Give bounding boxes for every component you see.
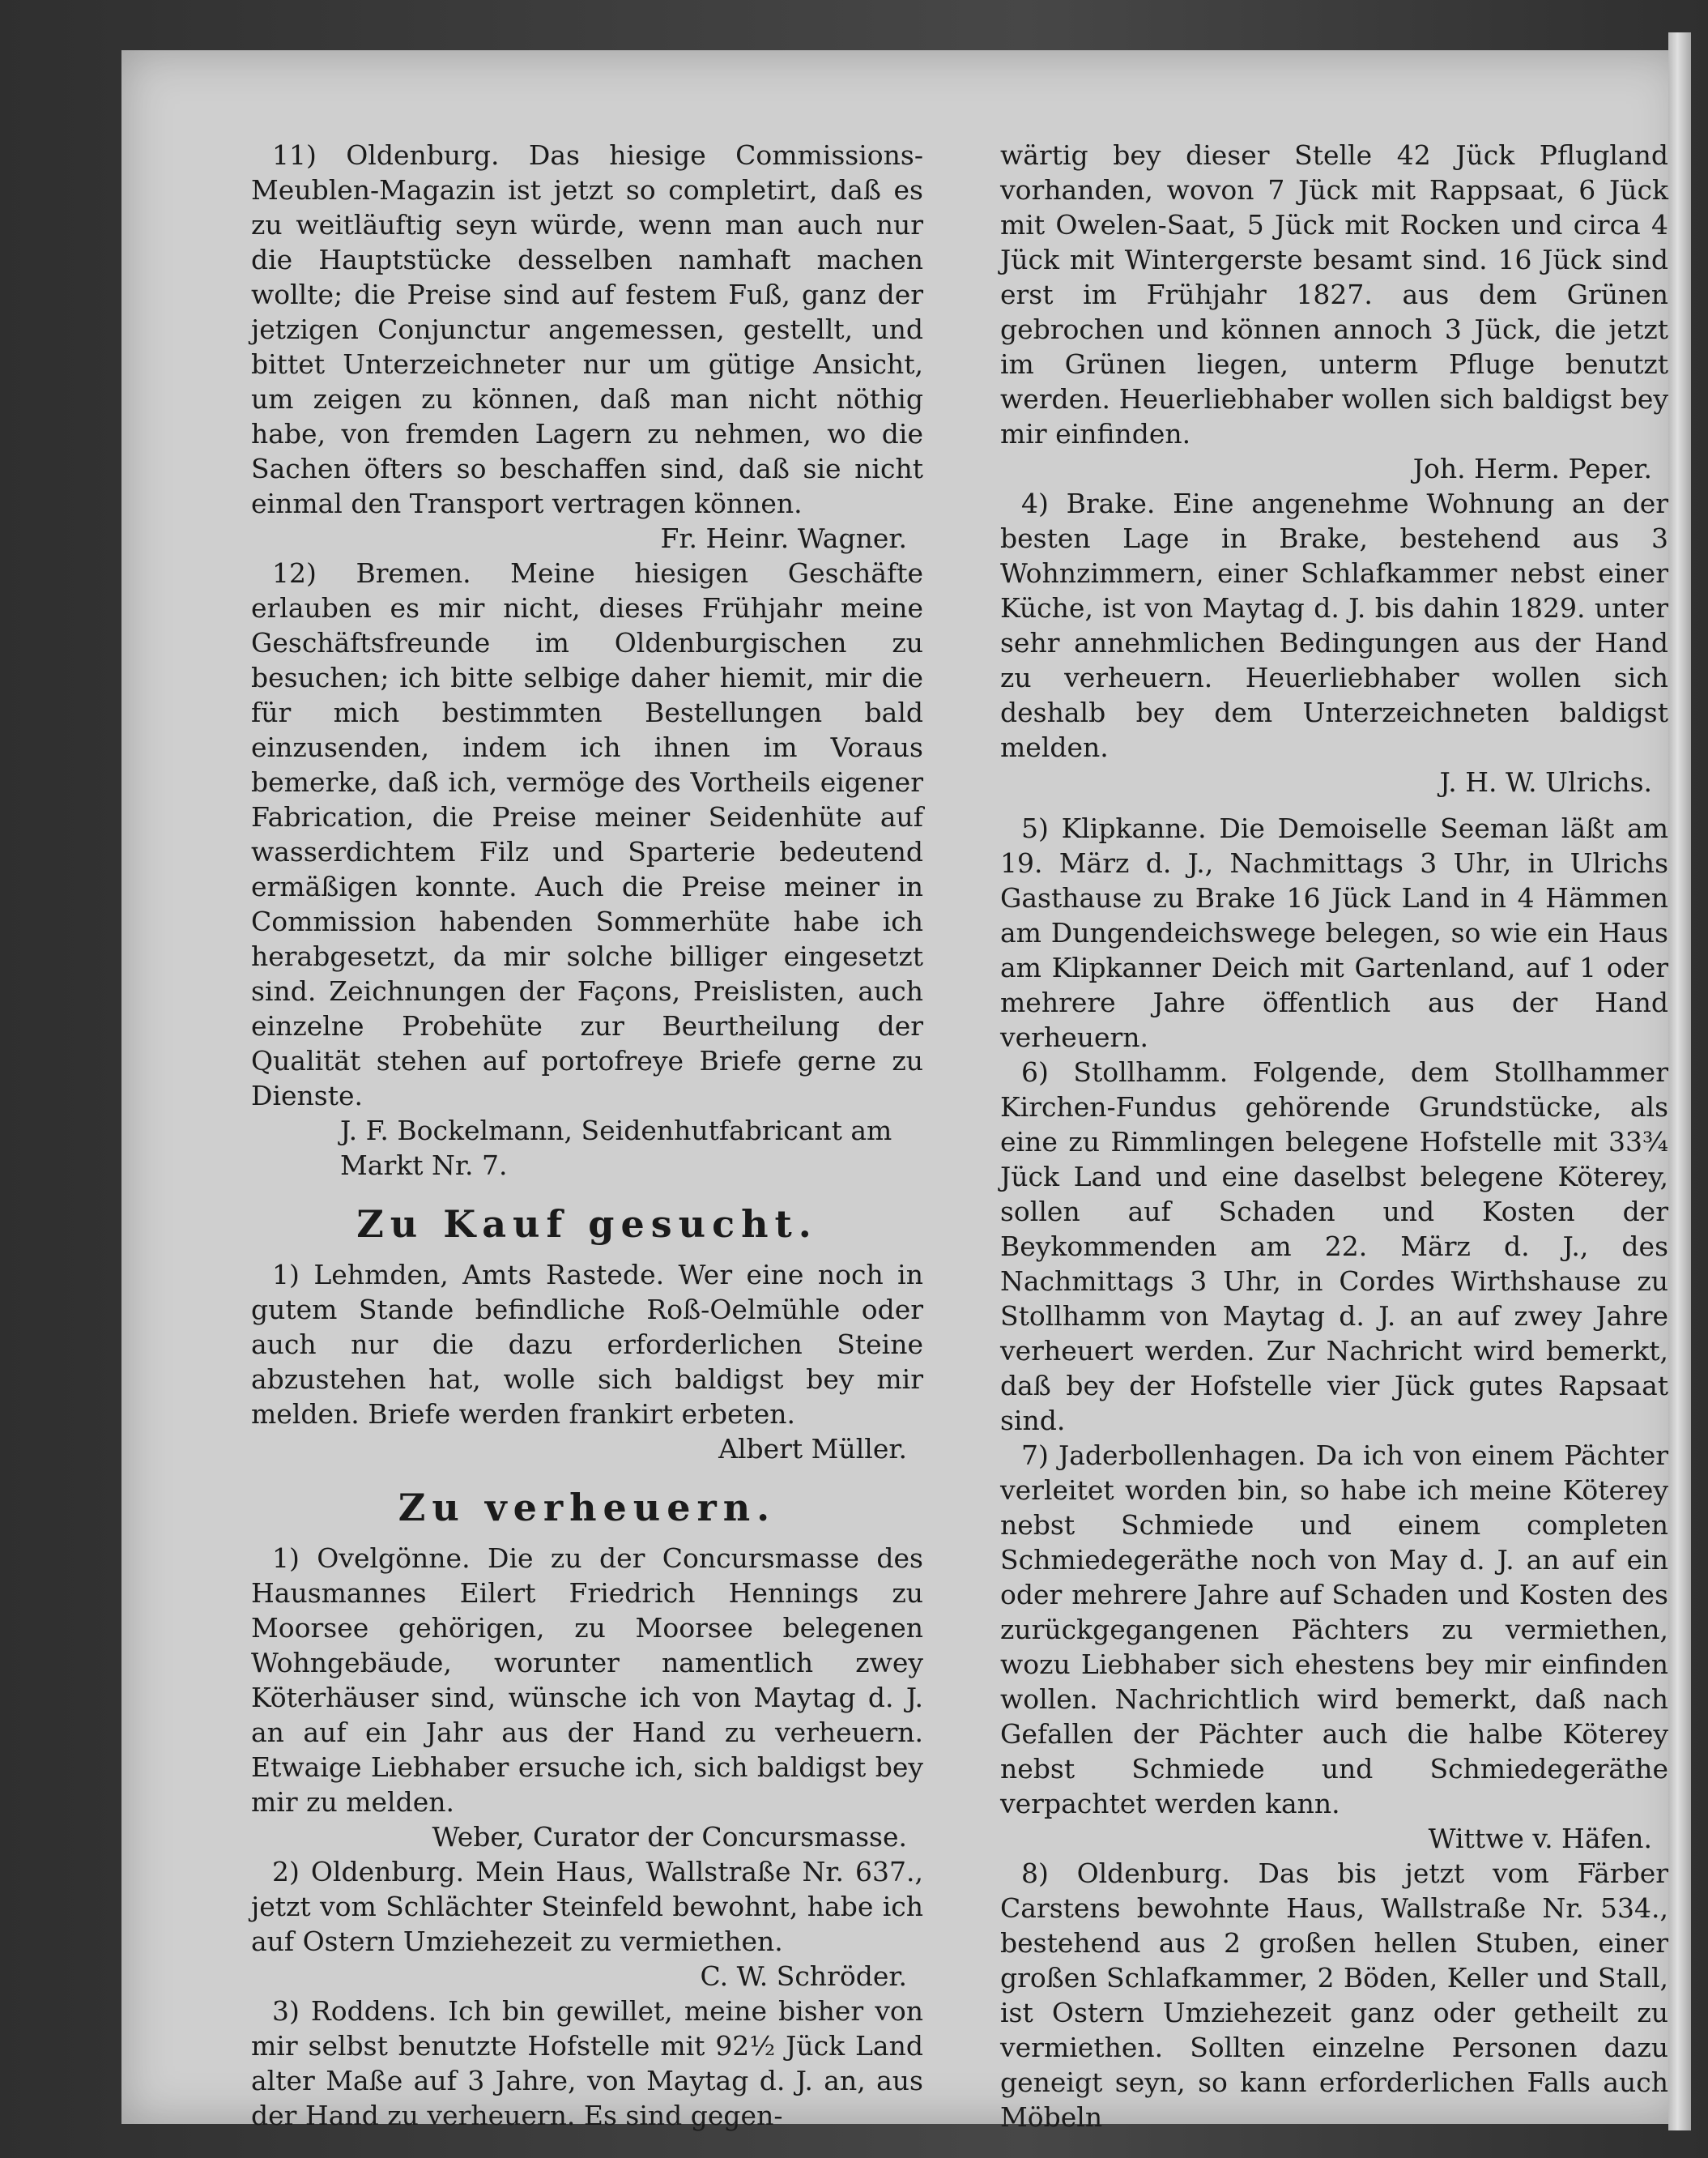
signature-bockelmann-1: J. F. Bockelmann, Seidenhutfabricant am (340, 1115, 892, 1146)
signature-mueller: Albert Müller. (718, 1433, 907, 1465)
right-column (1000, 138, 1668, 2135)
notice-oldenburg-meublen: 11) Oldenburg. Das hiesige Commissions-Meublen-Magazin ist jetzt so completirt, daß es zu weitläuftig seyn würde, wenn man auch nur die Hauptstücke desselben namhaft machen wollte; die Preise sind auf festem Fuß, ganz der jetzigen Conjunctur angemessen, gestellt, und bittet Unterzeichneter nur um gütige Ansicht, um zeigen zu können, daß man nicht nöthig habe, von fremden Lagern zu nehmen, wo die Sachen öfters so beschaffen sind, daß sie nicht einmal den Transport vertragen können. (251, 139, 923, 519)
signature-schroeder: C. W. Schröder. (700, 1960, 907, 1992)
notice-lehmden: 1) Lehmden, Amts Rastede. Wer eine noch in gutem Stande befindliche Roß-Oelmühle oder auch nur die dazu erforderlichen Steine abzustehen hat, wolle sich baldigst bey mir melden. Briefe werden frankirt erbeten. (251, 1259, 923, 1430)
signature-ulrichs: J. H. W. Ulrichs. (1439, 766, 1652, 798)
notice-stollhamm: 6) Stollhamm. Folgende, dem Stollhammer Kirchen-Fundus gehörende Grundstücke, als eine zu Rimmlingen belegene Hofstelle mit 33¾ Jück Land und eine daselbst belegene Köterey, sollen auf Schaden und Kosten der Beykommenden am 22. März d. J., des Nachmittags 3 Uhr, in Cordes Wirthshause zu Stollhamm von Maytag d. J. an auf zwey Jahre verheuert werden. Zur Nachricht wird bemerkt, daß bey der Hofstelle vier Jück gutes Rapsaat sind. (1000, 1056, 1668, 1436)
signature-weber: Weber, Curator der Concursmasse. (432, 1821, 907, 1853)
notice-klipkanne: 5) Klipkanne. Die Demoiselle Seeman läßt am 19. März d. J., Nachmittags 3 Uhr, in Ulrichs Gasthause zu Brake 16 Jück Land in 4 Hämmen am Dungendeichswege belegen, so wie ein Haus am Klipkanner Deich mit Gartenland, auf 1 oder mehrere Jahre öffentlich aus der Hand verheuern. (1000, 812, 1668, 1053)
signature-peper: Joh. Herm. Peper. (1412, 453, 1652, 484)
section-heading-verheuern: Zu verheuern. (398, 1486, 777, 1529)
signature-haefen: Wittwe v. Häfen. (1428, 1823, 1652, 1854)
notice-roddens: 3) Roddens. Ich bin gewillet, meine bisher von mir selbst benutzte Hofstelle mit 92½ Jück Land alter Maße auf 3 Jahre, von Maytag d. J. an, aus der Hand zu verheuern. Es sind gegen- (251, 1995, 923, 2131)
signature-wagner: Fr. Heinr. Wagner. (660, 522, 907, 554)
notice-roddens-continued: wärtig bey dieser Stelle 42 Jück Pflugland vorhanden, wovon 7 Jück mit Rappsaat, 6 Jück mit Owelen-Saat, 5 Jück mit Rocken und circa 4 Jück mit Wintergerste besamt sind. 16 Jück sind erst im Frühjahr 1827. aus dem Grünen gebrochen und können annoch 3 Jück, die jetzt im Grünen liegen, unterm Pfluge benutzt werden. Heuerliebhaber wollen sich baldigst bey mir einfinden. (1000, 139, 1668, 450)
spacer (1000, 800, 1668, 811)
page-edge (1668, 32, 1691, 2130)
notice-oldenburg-wallstrasse-534: 8) Oldenburg. Das bis jetzt vom Färber Carstens bewohnte Haus, Wallstraße Nr. 534., bestehend aus 2 großen hellen Stuben, einer großen Schlafkammer, 2 Böden, Keller und Stall, ist Ostern Umziehezeit ganz oder getheilt zu vermiethen. Sollten einzelne Personen dazu geneigt seyn, so kann erforderlichen Falls auch Möbeln (1000, 1857, 1668, 2133)
signature-bockelmann-2: Markt Nr. 7. (340, 1149, 508, 1181)
left-column (251, 138, 923, 2133)
notice-oldenburg-wallstrasse-637: 2) Oldenburg. Mein Haus, Wallstraße Nr. 637., jetzt vom Schlächter Steinfeld bewohnt, habe ich auf Ostern Umziehezeit zu vermiethen. (251, 1856, 923, 1957)
notice-bremen-seidenhuete: 12) Bremen. Meine hiesigen Geschäfte erlauben es mir nicht, dieses Frühjahr meine Geschäftsfreunde im Oldenburgischen zu besuchen; ich bitte selbige daher hiemit, mir die für mich bestimmten Bestellungen bald einzusenden, indem ich ihnen im Voraus bemerke, daß ich, vermöge des Vortheils eigener Fabrication, die Preise meiner Seidenhüte auf wasserdichtem Filz und Sparterie bedeutend ermäßigen konnte. Auch die Preise meiner in Commission habenden Sommerhüte habe ich herabgesetzt, da mir solche billiger eingesetzt sind. Zeichnungen der Façons, Preislisten, auch einzelne Probehüte zur Beurtheilung der Qualität stehen auf portofreye Briefe gerne zu Dienste. (251, 557, 923, 1111)
section-heading-kauf: Zu Kauf gesucht. (356, 1202, 818, 1246)
notice-brake: 4) Brake. Eine angenehme Wohnung an der besten Lage in Brake, bestehend aus 3 Wohnzimmern, einer Schlafkammer nebst einer Küche, ist von Maytag d. J. bis dahin 1829. unter sehr annehmlichen Bedingungen aus der Hand zu verheuern. Heuerliebhaber wollen sich deshalb bey dem Unterzeichneten baldigst melden. (1000, 488, 1668, 763)
notice-jaderbollenhagen: 7) Jaderbollenhagen. Da ich von einem Pächter verleitet worden bin, so habe ich meine Köterey nebst Schmiede und einem completen Schmiedegeräthe noch von May d. J. an auf ein oder mehrere Jahre auf Schaden und Kosten des zurückgegangenen Pächters zu vermiethen, wozu Liebhaber sich ehestens bey mir einfinden wollen. Nachrichtlich wird bemerkt, daß nach Gefallen der Pächter auch die halbe Köterey nebst Schmiede und Schmiedegeräthe verpachtet werden kann. (1000, 1439, 1668, 1819)
notice-ovelgoenne: 1) Ovelgönne. Die zu der Concursmasse des Hausmannes Eilert Friedrich Hennings zu Moorsee gehörigen, zu Moorsee belegenen Wohngebäude, worunter namentlich zwey Köterhäuser sind, wünsche ich von Maytag d. J. an auf ein Jahr aus der Hand zu verheuern. Etwaige Liebhaber ersuche ich, sich baldigst bey mir zu melden. (251, 1542, 923, 1818)
